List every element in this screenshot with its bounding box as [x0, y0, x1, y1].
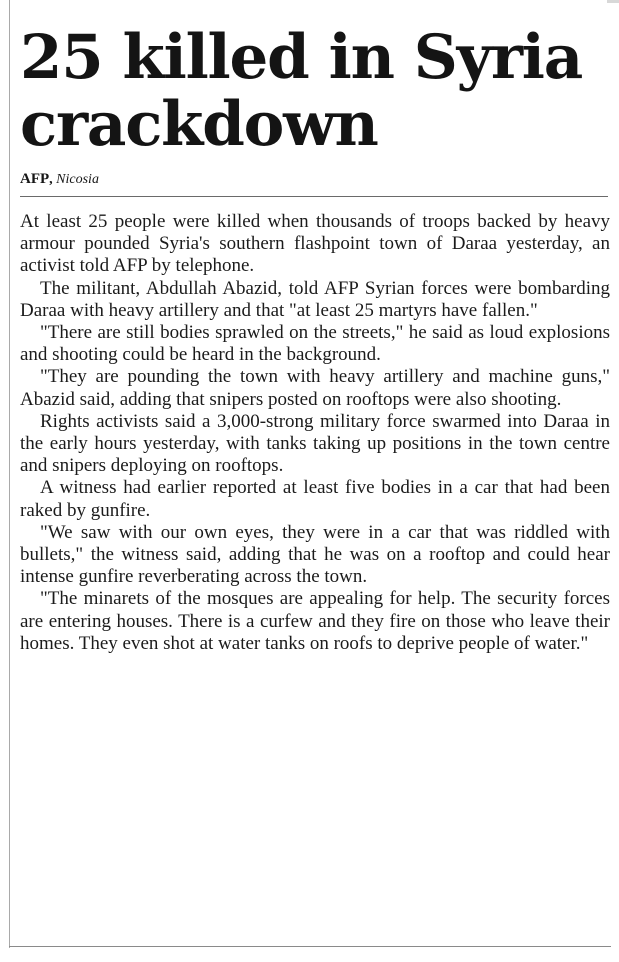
page-edge-mark	[607, 0, 619, 3]
headline: 25 killed in Syria crackdown	[20, 22, 583, 160]
column-divider-left	[9, 0, 10, 948]
paragraph-4: "They are pounding the town with heavy artillery and machine guns," Abazid said, adding that snipers posted on rooftops were also shooting.	[20, 366, 610, 410]
news-article	[20, 24, 610, 655]
paragraph-7: "We saw with our own eyes, they were in a car that was riddled with bullets," the witness said, adding that he was on a rooftop and could hear intense gunfire reverberating across the town.	[20, 521, 610, 588]
paragraph-8: "The minarets of the mosques are appealing for help. The security forces are entering houses. There is a curfew and they fire on those who leave their homes. They even shot at water tanks on roofs to deprive people of water."	[20, 588, 610, 654]
byline-agency: AFP	[20, 171, 50, 187]
paragraph-5: Rights activists said a 3,000-strong military force swarmed into Daraa in the early hours yesterday, with tanks taking up positions in the town centre and snipers deploying on rooftops.	[20, 410, 610, 477]
paragraph-1: At least 25 people were killed when thousands of troops backed by heavy armour pounded Syria's southern flashpoint town of Daraa yesterday, an activist told AFP by telephone.	[20, 211, 610, 277]
paragraph-3: "There are still bodies sprawled on the streets," he said as loud explosions and shooting could be heard in the background.	[20, 322, 610, 366]
byline-divider	[20, 196, 608, 197]
byline	[20, 170, 610, 189]
paragraph-2: The militant, Abdullah Abazid, told AFP Syrian forces were bombarding Daraa with heavy artillery and that "at least 25 martyrs have fallen."	[20, 277, 610, 321]
paragraph-6: A witness had earlier reported at least five bodies in a car that had been raked by gunfire.	[20, 477, 610, 521]
byline-location: Nicosia	[56, 172, 99, 187]
byline-separator: ,	[49, 172, 53, 187]
article-body	[20, 211, 610, 655]
bottom-divider	[9, 946, 611, 947]
